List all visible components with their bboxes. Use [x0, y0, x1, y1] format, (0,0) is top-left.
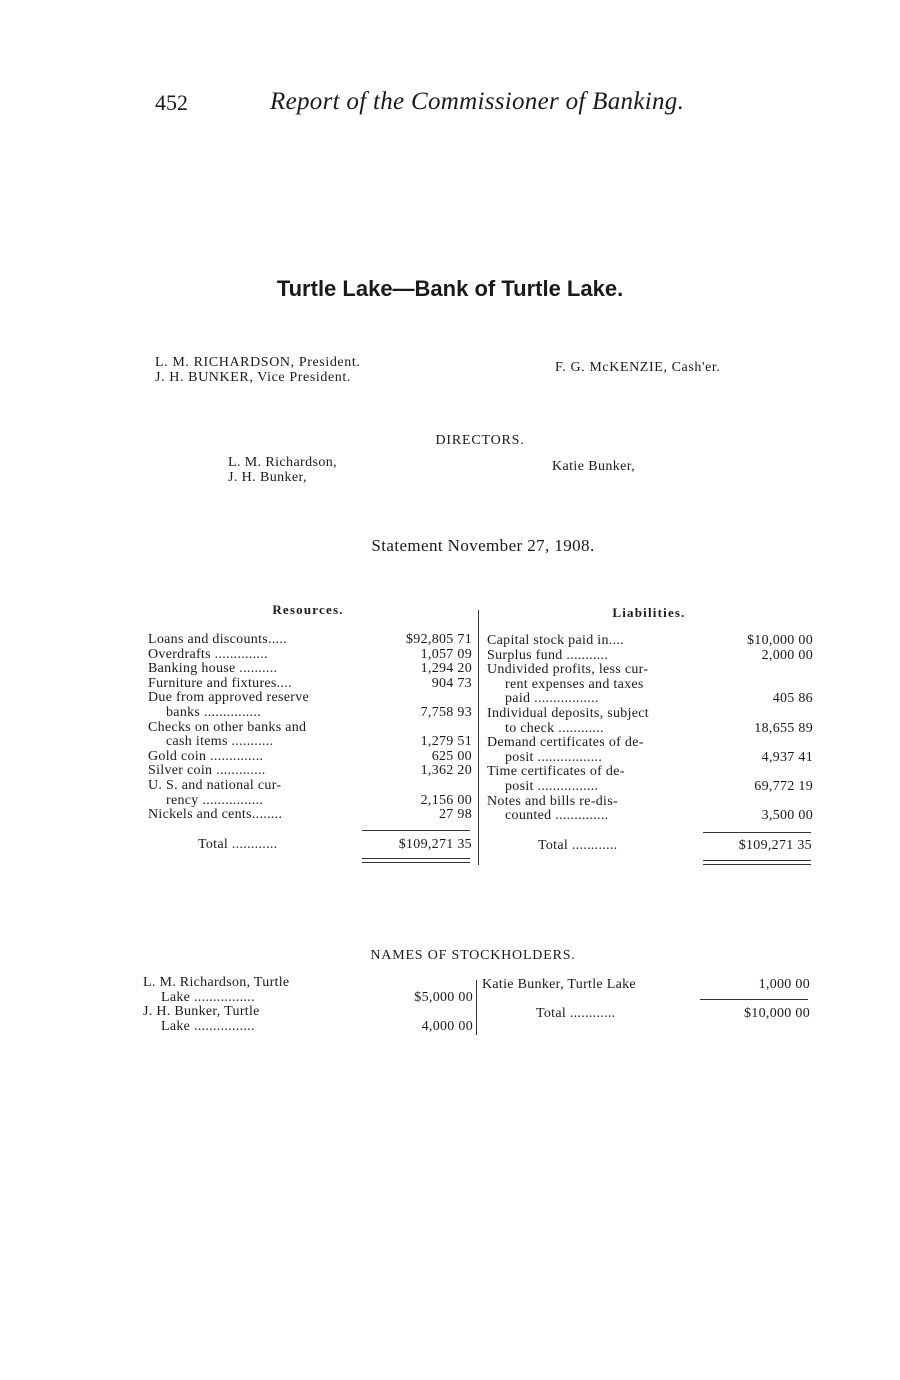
- row-amount: 2,000 00: [761, 648, 813, 663]
- resources-total-label: Total ............: [198, 837, 278, 852]
- row-label: Demand certificates of de-: [487, 736, 644, 751]
- row-amount: 69,772 19: [754, 779, 813, 794]
- row-amount: 27 98: [439, 808, 472, 823]
- resources-table: [148, 633, 472, 823]
- stockholder-amount: 4,000 00: [421, 1019, 473, 1034]
- director-left-1: L. M. Richardson,: [228, 455, 338, 470]
- table-row: [148, 706, 472, 721]
- liabilities-heading: Liabilities.: [612, 605, 686, 620]
- table-row: [148, 750, 472, 765]
- stockholder-amount: $5,000 00: [414, 990, 473, 1005]
- row-label: Overdrafts ..............: [148, 647, 268, 662]
- row-label: Due from approved reserve: [148, 691, 310, 706]
- row-amount: 405 86: [772, 692, 813, 707]
- table-row: [148, 735, 472, 750]
- table-row: [148, 633, 472, 648]
- liabilities-total-label: Total ............: [538, 838, 618, 853]
- row-label: rent expenses and taxes: [505, 677, 644, 692]
- table-row: [148, 764, 472, 779]
- table-row: [148, 794, 472, 809]
- stockholders-total-rule: [700, 999, 808, 1000]
- liabilities-total-rule-2: [703, 864, 811, 865]
- row-amount: 1,057 09: [420, 647, 472, 662]
- stockholder-name: Katie Bunker, Turtle Lake: [482, 978, 636, 992]
- row-amount: 3,500 00: [761, 809, 813, 824]
- stockholder-residence: Lake ................: [161, 990, 255, 1005]
- table-row: [148, 662, 472, 677]
- table-row: [148, 721, 472, 736]
- stockholder-name: J. H. Bunker, Turtle: [143, 1005, 260, 1020]
- row-label: Individual deposits, subject: [487, 706, 649, 721]
- list-item: [143, 1020, 473, 1035]
- running-title: Report of the Commissioner of Banking.: [270, 88, 685, 115]
- table-row: [148, 808, 472, 823]
- row-label: posit .................: [505, 750, 603, 765]
- resources-total-rule-2: [362, 862, 470, 863]
- table-row: [487, 780, 813, 795]
- table-row: [487, 649, 813, 664]
- liabilities-total-rule-1: [703, 860, 811, 861]
- list-item: [482, 978, 810, 993]
- table-row: [487, 722, 813, 737]
- row-label: Gold coin ..............: [148, 749, 264, 764]
- row-amount: 1,362 20: [420, 764, 472, 779]
- table-row: [487, 634, 813, 649]
- stockholders-divider: [476, 980, 477, 1035]
- resources-subtotal-rule: [362, 830, 470, 831]
- row-amount: 904 73: [431, 676, 472, 691]
- directors-heading: DIRECTORS.: [435, 433, 525, 448]
- row-label: posit ................: [505, 779, 599, 794]
- row-label: paid .................: [505, 692, 599, 707]
- officer-cashier: F. G. McKENZIE, Cash'er.: [555, 360, 721, 375]
- row-label: banks ...............: [166, 705, 261, 720]
- stockholders-total-amount: $10,000 00: [744, 1006, 810, 1021]
- row-label: Checks on other banks and: [148, 720, 307, 735]
- row-label: Capital stock paid in....: [487, 634, 624, 648]
- table-row: [487, 809, 813, 824]
- row-label: rency ................: [166, 793, 264, 808]
- row-amount: $92,805 71: [406, 633, 472, 647]
- stockholders-total-label: Total ............: [536, 1006, 616, 1021]
- row-label: cash items ...........: [166, 735, 274, 750]
- resources-heading: Resources.: [272, 602, 344, 617]
- row-amount: $10,000 00: [747, 634, 813, 648]
- row-label: Loans and discounts.....: [148, 633, 288, 647]
- row-amount: 4,937 41: [761, 750, 813, 765]
- table-row: [487, 795, 813, 810]
- row-amount: 7,758 93: [420, 705, 472, 720]
- row-label: Furniture and fixtures....: [148, 676, 292, 691]
- table-row: [487, 678, 813, 693]
- table-row: [487, 765, 813, 780]
- list-item: [143, 991, 473, 1006]
- row-label: to check ............: [505, 721, 604, 736]
- page-number: 452: [155, 90, 188, 115]
- stockholder-amount: 1,000 00: [758, 978, 810, 992]
- liabilities-subtotal-rule: [703, 832, 811, 833]
- stockholder-name: L. M. Richardson, Turtle: [143, 976, 290, 990]
- table-row: [487, 751, 813, 766]
- table-row: [148, 677, 472, 692]
- liabilities-table: [487, 634, 813, 824]
- stockholders-heading: NAMES OF STOCKHOLDERS.: [370, 948, 576, 963]
- row-amount: 18,655 89: [754, 721, 813, 736]
- row-label: Surplus fund ...........: [487, 648, 609, 663]
- row-amount: 1,279 51: [420, 735, 472, 750]
- table-row: [487, 707, 813, 722]
- column-divider: [478, 610, 479, 865]
- table-row: [487, 692, 813, 707]
- table-row: [148, 691, 472, 706]
- liabilities-total-amount: $109,271 35: [738, 838, 812, 853]
- list-item: [143, 976, 473, 991]
- bank-title: Turtle Lake—Bank of Turtle Lake.: [276, 276, 624, 301]
- row-label: Time certificates of de-: [487, 765, 625, 780]
- table-row: [487, 663, 813, 678]
- resources-total-amount: $109,271 35: [398, 837, 472, 852]
- director-right-1: Katie Bunker,: [552, 459, 636, 474]
- row-amount: 1,294 20: [420, 662, 472, 677]
- stockholders-right: [482, 978, 810, 993]
- row-label: U. S. and national cur-: [148, 778, 282, 793]
- resources-total-rule-1: [362, 858, 470, 859]
- row-label: Notes and bills re-dis-: [487, 794, 618, 809]
- list-item: [143, 1005, 473, 1020]
- row-label: Silver coin .............: [148, 764, 266, 779]
- director-left-2: J. H. Bunker,: [228, 470, 307, 485]
- table-row: [148, 779, 472, 794]
- table-row: [148, 648, 472, 663]
- row-label: counted ..............: [505, 809, 609, 824]
- officer-president: L. M. RICHARDSON, President.: [155, 355, 361, 370]
- row-label: Undivided profits, less cur-: [487, 663, 649, 678]
- row-label: Nickels and cents........: [148, 808, 283, 823]
- row-label: Banking house ..........: [148, 662, 278, 677]
- stockholders-left: [143, 976, 473, 1034]
- officer-vice-president: J. H. BUNKER, Vice President.: [155, 370, 351, 385]
- stockholder-residence: Lake ................: [161, 1019, 255, 1034]
- row-amount: 625 00: [431, 749, 472, 764]
- row-amount: 2,156 00: [420, 793, 472, 808]
- statement-title: Statement November 27, 1908.: [371, 536, 595, 555]
- table-row: [487, 736, 813, 751]
